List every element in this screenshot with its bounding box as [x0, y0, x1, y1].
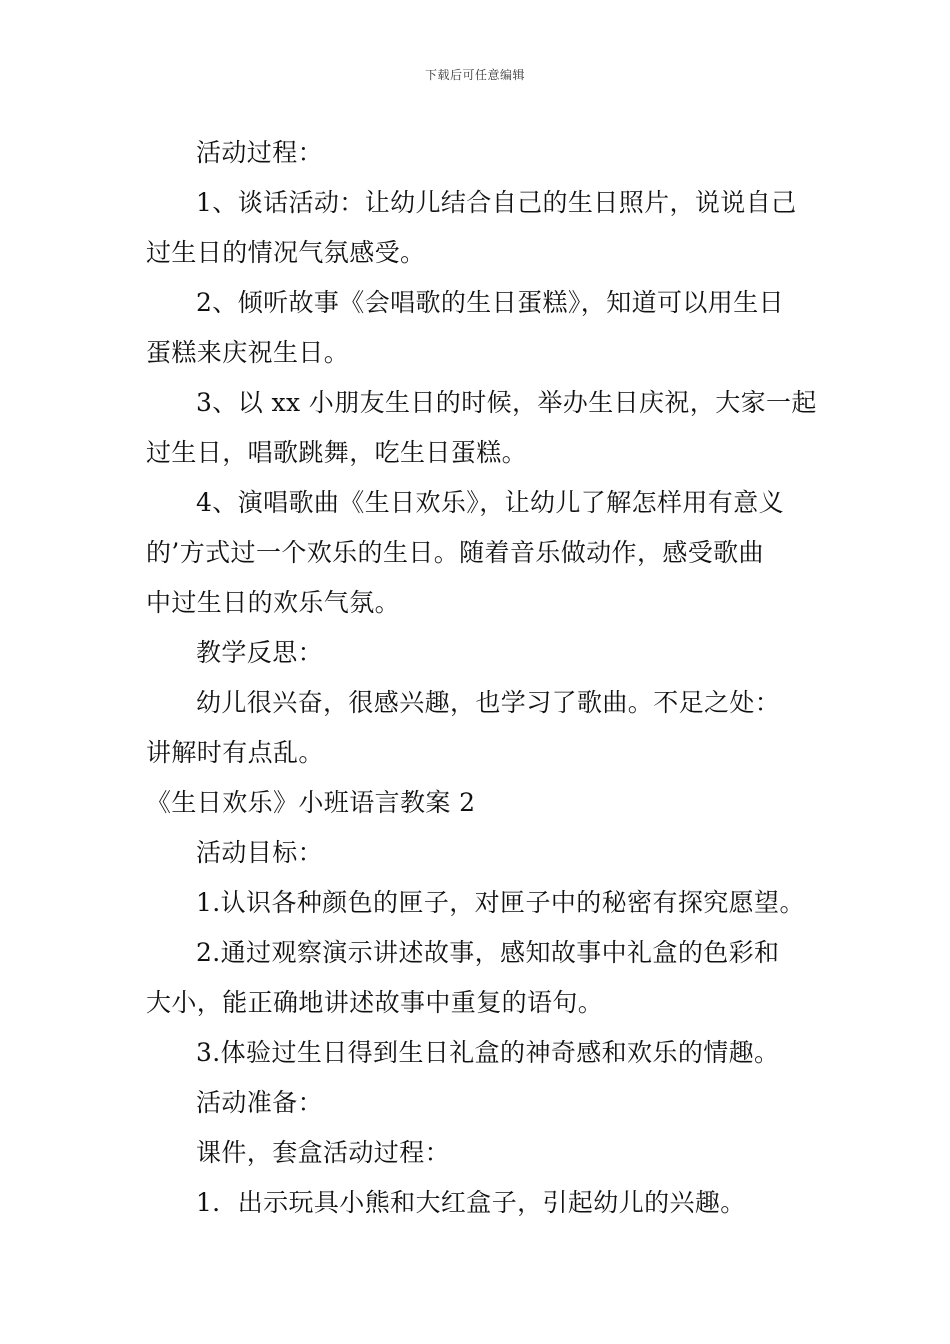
paragraph-line: 4、演唱歌曲《生日欢乐》，让幼儿了解怎样用有意义 [196, 488, 785, 517]
paragraph-line: 大小，能正确地讲述故事中重复的语句。 [146, 988, 604, 1017]
paragraph-line: 蛋糕来庆祝生日。 [146, 338, 350, 367]
paragraph-line: 过生日的情况气氛感受。 [146, 238, 426, 267]
paragraph-line: 3、以 xx 小朋友生日的时候，举办生日庆祝，大家一起 [196, 388, 817, 417]
section-heading: 教学反思： [196, 638, 324, 667]
paragraph-line: 幼儿很兴奋，很感兴趣，也学习了歌曲。不足之处： [196, 688, 781, 717]
document-body [146, 128, 817, 1228]
section-heading: 活动准备： [196, 1088, 324, 1117]
document-title: 《生日欢乐》小班语言教案 2 [146, 788, 476, 817]
paragraph-line: 中过生日的欢乐气氛。 [146, 588, 401, 617]
paragraph-line: 活动过程： [196, 138, 324, 167]
paragraph-line: 3.体验过生日得到生日礼盒的神奇感和欢乐的情趣。 [196, 1038, 780, 1067]
paragraph-line: 过生日，唱歌跳舞，吃生日蛋糕。 [146, 438, 528, 467]
paragraph-line: 课件，套盒活动过程： [196, 1138, 451, 1167]
page-header: 下载后可任意编辑 [424, 68, 525, 82]
paragraph-line: 2.通过观察演示讲述故事，感知故事中礼盒的色彩和 [196, 938, 780, 967]
paragraph-line: 1、谈话活动：让幼儿结合自己的生日照片，说说自己 [196, 188, 797, 217]
paragraph-line: 1.认识各种颜色的匣子，对匣子中的秘密有探究愿望。 [196, 888, 805, 917]
section-heading: 活动目标： [196, 838, 324, 867]
paragraph-line: 2、倾听故事《会唱歌的生日蛋糕》，知道可以用生日 [196, 288, 785, 317]
paragraph-line: 1．出示玩具小熊和大红盒子，引起幼儿的兴趣。 [196, 1188, 746, 1217]
paragraph-line: 的’方式过一个欢乐的生日。随着音乐做动作，感受歌曲 [146, 538, 764, 567]
paragraph-line: 讲解时有点乱。 [146, 738, 324, 767]
